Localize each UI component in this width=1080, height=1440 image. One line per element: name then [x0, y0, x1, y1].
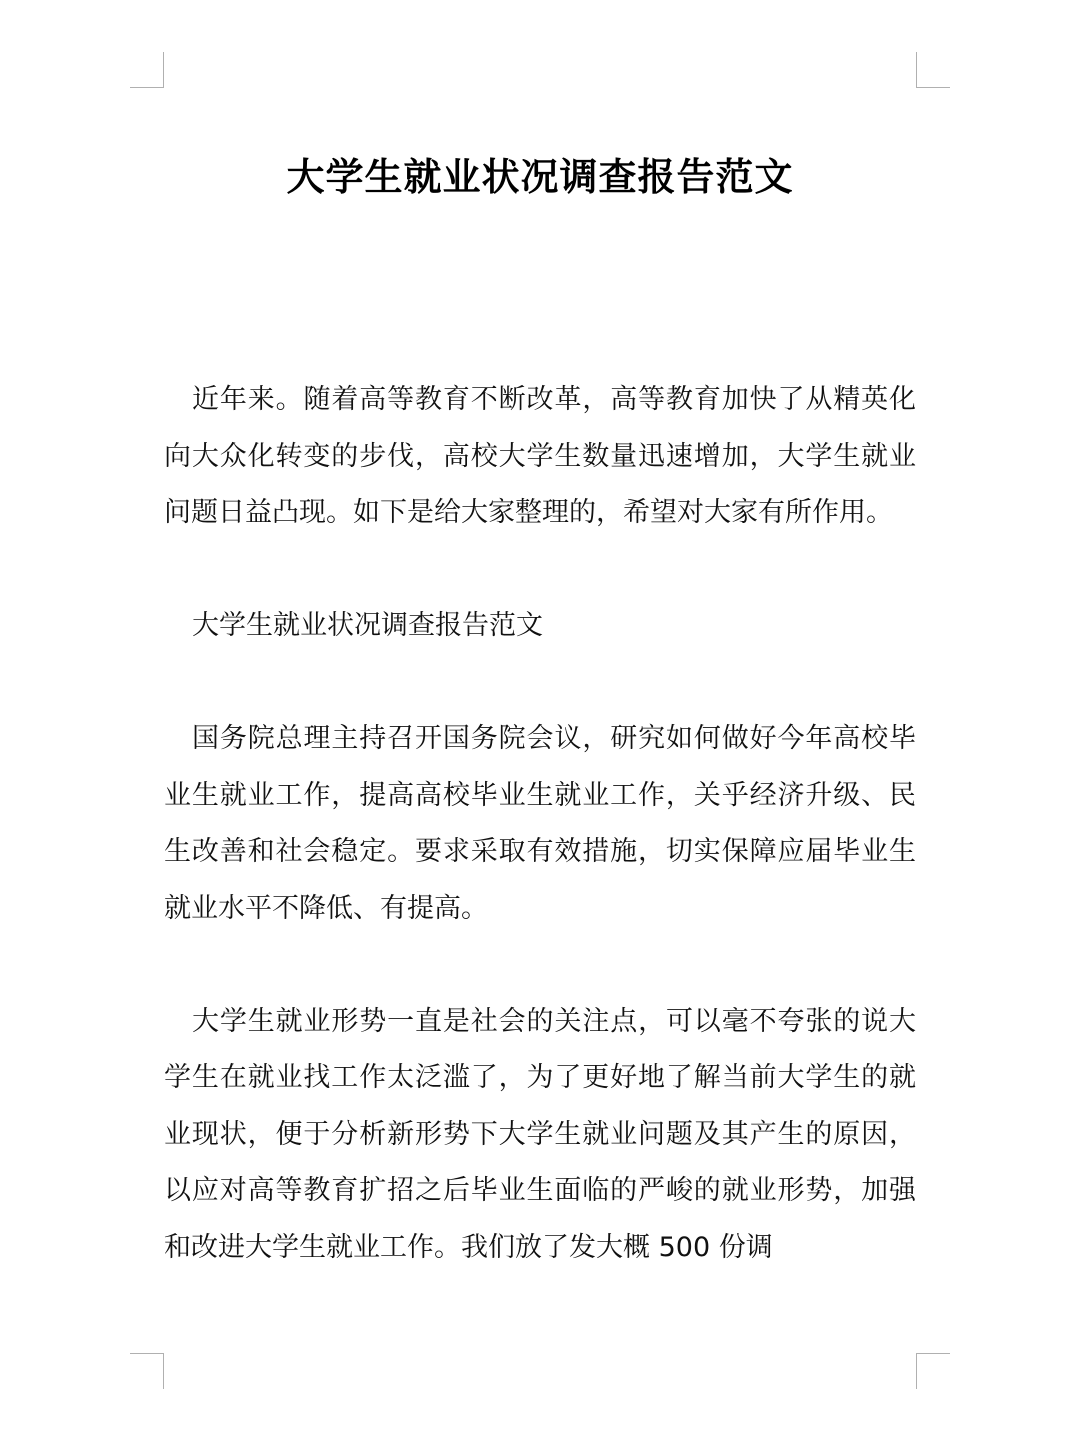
crop-mark-top-left: [130, 52, 164, 88]
crop-mark-bottom-right: [916, 1353, 950, 1389]
document-title: 大学生就业状况调查报告范文: [286, 155, 794, 199]
crop-mark-top-right: [916, 52, 950, 88]
paragraph-state-council: 国务院总理主持召开国务院会议，研究如何做好今年高校毕业生就业工作，提高高校毕业生就业工作，关乎经济升级、民生改善和社会稳定。要求采取有效措施，切实保障应届毕业生就业水平不降低、有提高。: [164, 723, 916, 924]
section-heading: 大学生就业状况调查报告范文: [192, 610, 543, 641]
paragraph-employment-situation: 大学生就业形势一直是社会的关注点，可以毫不夸张的说大学生在就业找工作太泛滥了，为了更好地了解当前大学生的就业现状，便于分析新形势下大学生就业问题及其产生的原因，以应对高等教育扩招之后毕业生面临的严峻的就业形势，加强和改进大学生就业工作。我们放了发大概 500 份调: [164, 1005, 916, 1263]
crop-mark-bottom-left: [130, 1353, 164, 1389]
paragraph-intro: 近年来。随着高等教育不断改革，高等教育加快了从精英化向大众化转变的步伐，高校大学生数量迅速增加，大学生就业问题日益凸现。如下是给大家整理的，希望对大家有所作用。: [164, 384, 916, 528]
document-body: [164, 372, 916, 1276]
